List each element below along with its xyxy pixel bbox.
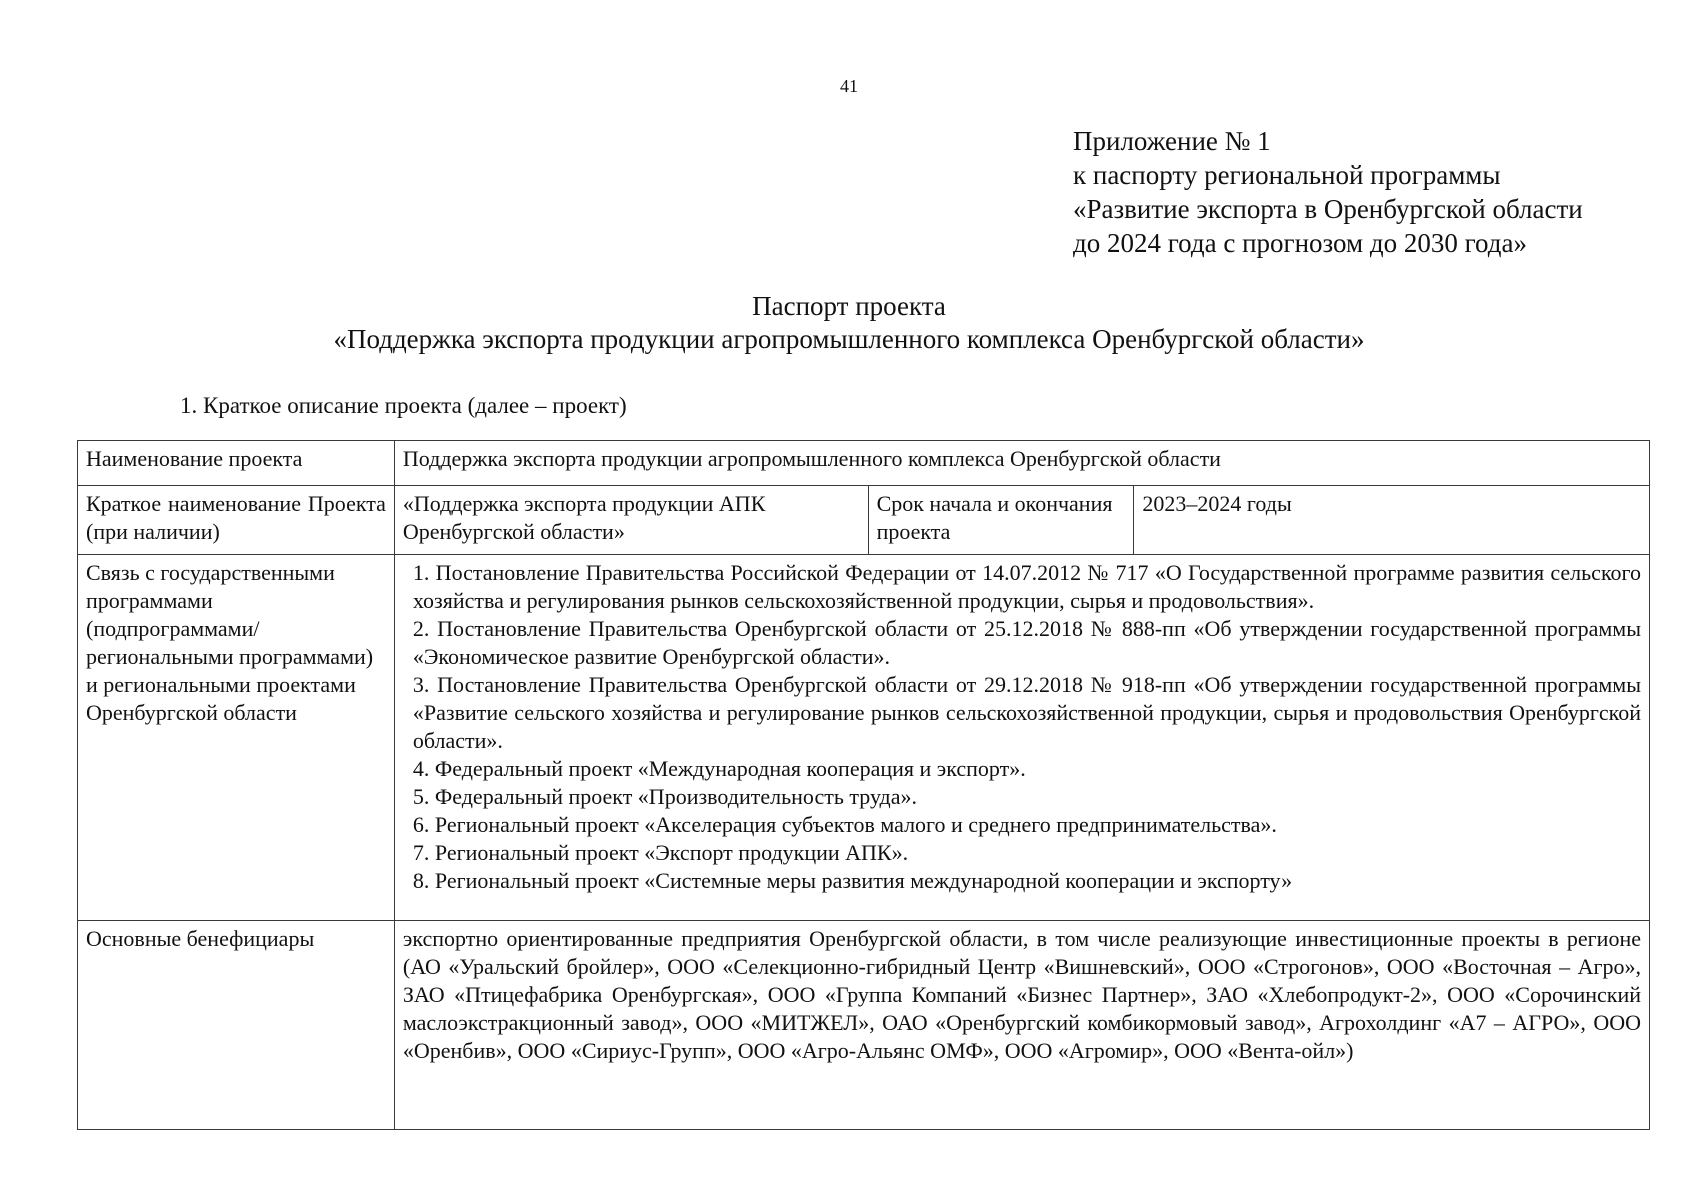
project-name-label: Наименование проекта	[78, 441, 395, 486]
beneficiaries-label: Основные бенефициары	[78, 921, 395, 1130]
table-row-program-links	[78, 555, 1650, 921]
page-number: 41	[840, 76, 858, 96]
project-name-value: Поддержка экспорта продукции агропромышленного комплекса Оренбургской области	[394, 441, 1649, 486]
period-value: 2023–2024 годы	[1134, 486, 1650, 555]
list-item: 3. Постановление Правительства Оренбургской области от 29.12.2018 № 918-пп «Об утверждении государственной программы «Развитие сельского хозяйства и регулирование рынков сельскохозяйственной продукции, сырья и продовольствия Оренбургской области».	[412, 672, 1641, 753]
appendix-header	[1073, 124, 1583, 260]
list-item: 7. Региональный проект «Экспорт продукции АПК».	[412, 840, 909, 865]
list-item: 5. Федеральный проект «Производительность труда».	[412, 784, 918, 809]
title-line-1: Паспорт проекта	[752, 291, 946, 321]
short-name-value: «Поддержка экспорта продукции АПК Оренбургской области»	[394, 486, 868, 555]
list-item: 6. Региональный проект «Акселерация субъектов малого и среднего предпринимательства».	[412, 812, 1277, 837]
table-row-project-name	[78, 441, 1650, 486]
appendix-line-1: Приложение № 1	[1073, 126, 1271, 156]
title-line-2: «Поддержка экспорта продукции агропромышленного комплекса Оренбургской области»	[333, 324, 1365, 354]
program-links-list	[403, 559, 1641, 895]
appendix-line-4: до 2024 года с прогнозом до 2030 года»	[1073, 228, 1527, 258]
list-item: 4. Федеральный проект «Международная кооперация и экспорт».	[412, 756, 1026, 781]
beneficiaries-value: экспортно ориентированные предприятия Оренбургской области, в том числе реализующие инвестиционные проекты в регионе (АО «Уральский бройлер», ООО «Селекционно-гибридный Центр «Вишневский», ООО «Строгонов», ООО «Восточная – Агро», ЗАО «Птицефабрика Оренбургская», ООО «Группа Компаний «Бизнес Партнер», ЗАО «Хлебопродукт-2», ООО «Сорочинский маслоэкстракционный завод», ООО «МИТЖЕЛ», ОАО «Оренбургский комбикормовый завод», Агрохолдинг «А7 – АГРО», ООО «Оренбив», ООО «Сириус-Групп», ООО «Агро-Альянс ОМФ», ООО «Агромир», ООО «Вента-ойл»)	[394, 921, 1649, 1130]
program-links-label: Связь с государственными программами (подпрограммами/региональными программами) и региональными проектами Оренбургской области	[78, 555, 395, 921]
document-title	[0, 290, 1698, 356]
table-row-short-name	[78, 486, 1650, 555]
section-heading: 1. Краткое описание проекта (далее – проект)	[180, 393, 627, 418]
program-links-cell	[394, 555, 1649, 921]
appendix-line-3: «Развитие экспорта в Оренбургской области	[1073, 194, 1583, 224]
list-item: 2. Постановление Правительства Оренбургской области от 25.12.2018 № 888-пп «Об утверждении государственной программы «Экономическое развитие Оренбургской области».	[412, 616, 1641, 669]
project-passport-table	[77, 440, 1650, 1130]
table-row-beneficiaries	[78, 921, 1650, 1130]
short-name-label: Краткое наименование Проекта (при наличии)	[78, 486, 395, 555]
period-label: Срок начала и окончания проекта	[868, 486, 1134, 555]
list-item: 1. Постановление Правительства Российской Федерации от 14.07.2012 № 717 «О Государственной программе развития сельского хозяйства и регулирования рынков сельскохозяйственной продукции, сырья и продовольствия».	[412, 560, 1641, 613]
list-item: 8. Региональный проект «Системные меры развития международной кооперации и экспорту»	[412, 868, 1293, 893]
appendix-line-2: к паспорту региональной программы	[1073, 160, 1501, 190]
